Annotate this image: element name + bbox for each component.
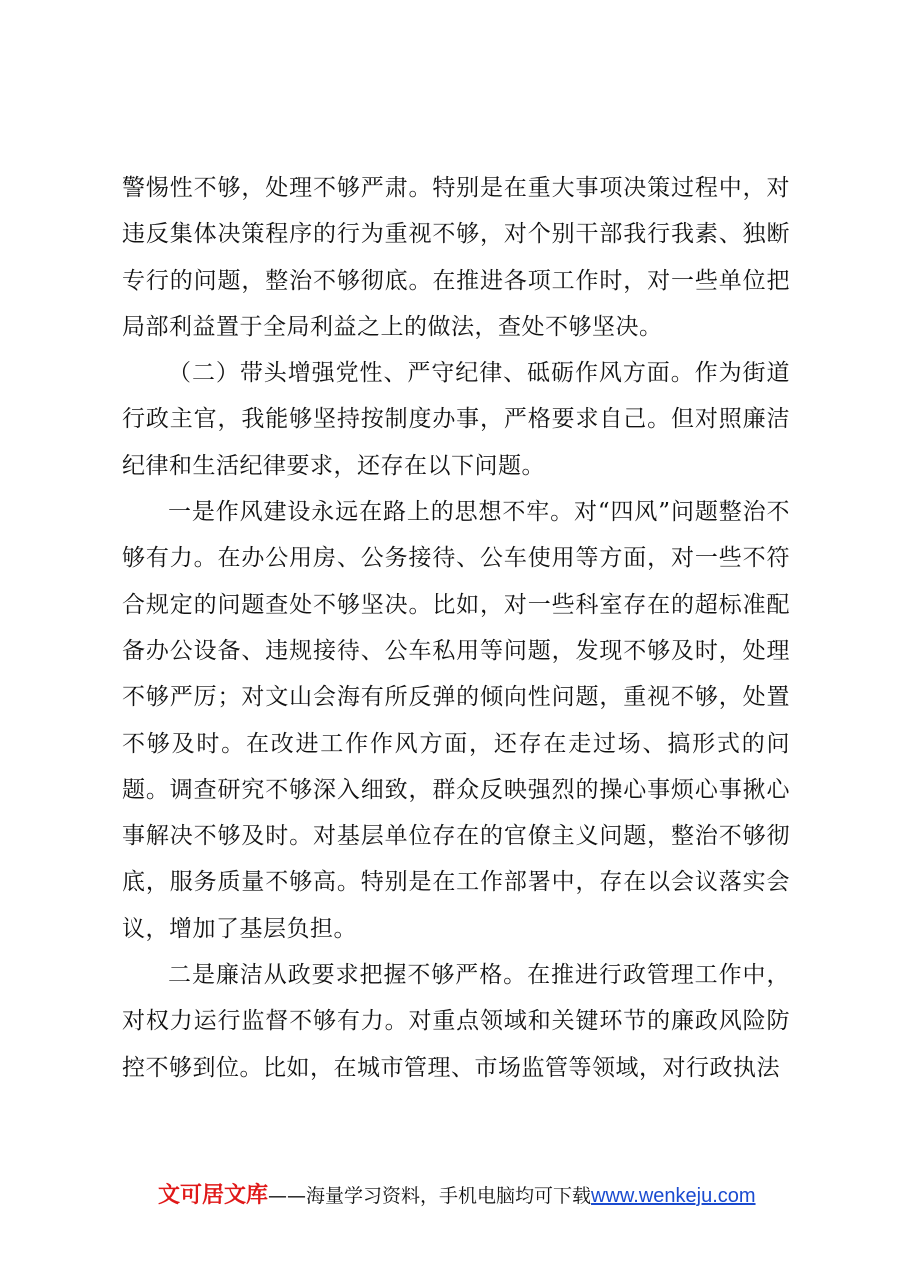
document-body [122, 165, 790, 1091]
paragraph-3: 一是作风建设永远在路上的思想不牢。对“四风”问题整治不够有力。在办公用房、公务接待、公车使用等方面，对一些不符合规定的问题查处不够坚决。比如，对一些科室存在的超标准配备办公设备、违规接待、公车私用等问题，发现不够及时，处理不够严厉；对文山会海有所反弹的倾向性问题，重视不够，处置不够及时。在改进工作作风方面，还存在走过场、搞形式的问题。调查研究不够深入细致，群众反映强烈的操心事烦心事揪心事解决不够及时。对基层单位存在的官僚主义问题，整治不够彻底，服务质量不够高。特别是在工作部署中，存在以会议落实会议，增加了基层负担。 [122, 499, 790, 942]
footer-slogan: ——海量学习资料，手机电脑均可下载 [268, 1185, 592, 1207]
footer-url-link[interactable]: www.wenkeju.com [591, 1185, 756, 1207]
paragraph-1: 警惕性不够，处理不够严肃。特别是在重大事项决策过程中，对违反集体决策程序的行为重视不够，对个别干部我行我素、独断专行的问题，整治不够彻底。在推进各项工作时，对一些单位把局部利益置于全局利益之上的做法，查处不够坚决。 [122, 175, 790, 340]
paragraph-4: 二是廉洁从政要求把握不够严格。在推进行政管理工作中，对权力运行监督不够有力。对重点领域和关键环节的廉政风险防控不够到位。比如，在城市管理、市场监管等领域，对行政执法 [122, 962, 790, 1081]
paragraph-2-section-heading: （二）带头增强党性、严守纪律、砥砺作风方面。作为街道行政主官，我能够坚持按制度办事，严格要求自己。但对照廉洁纪律和生活纪律要求，还存在以下问题。 [122, 360, 790, 479]
footer-watermark [158, 1180, 798, 1212]
footer-brand: 文可居文库 [158, 1183, 269, 1208]
